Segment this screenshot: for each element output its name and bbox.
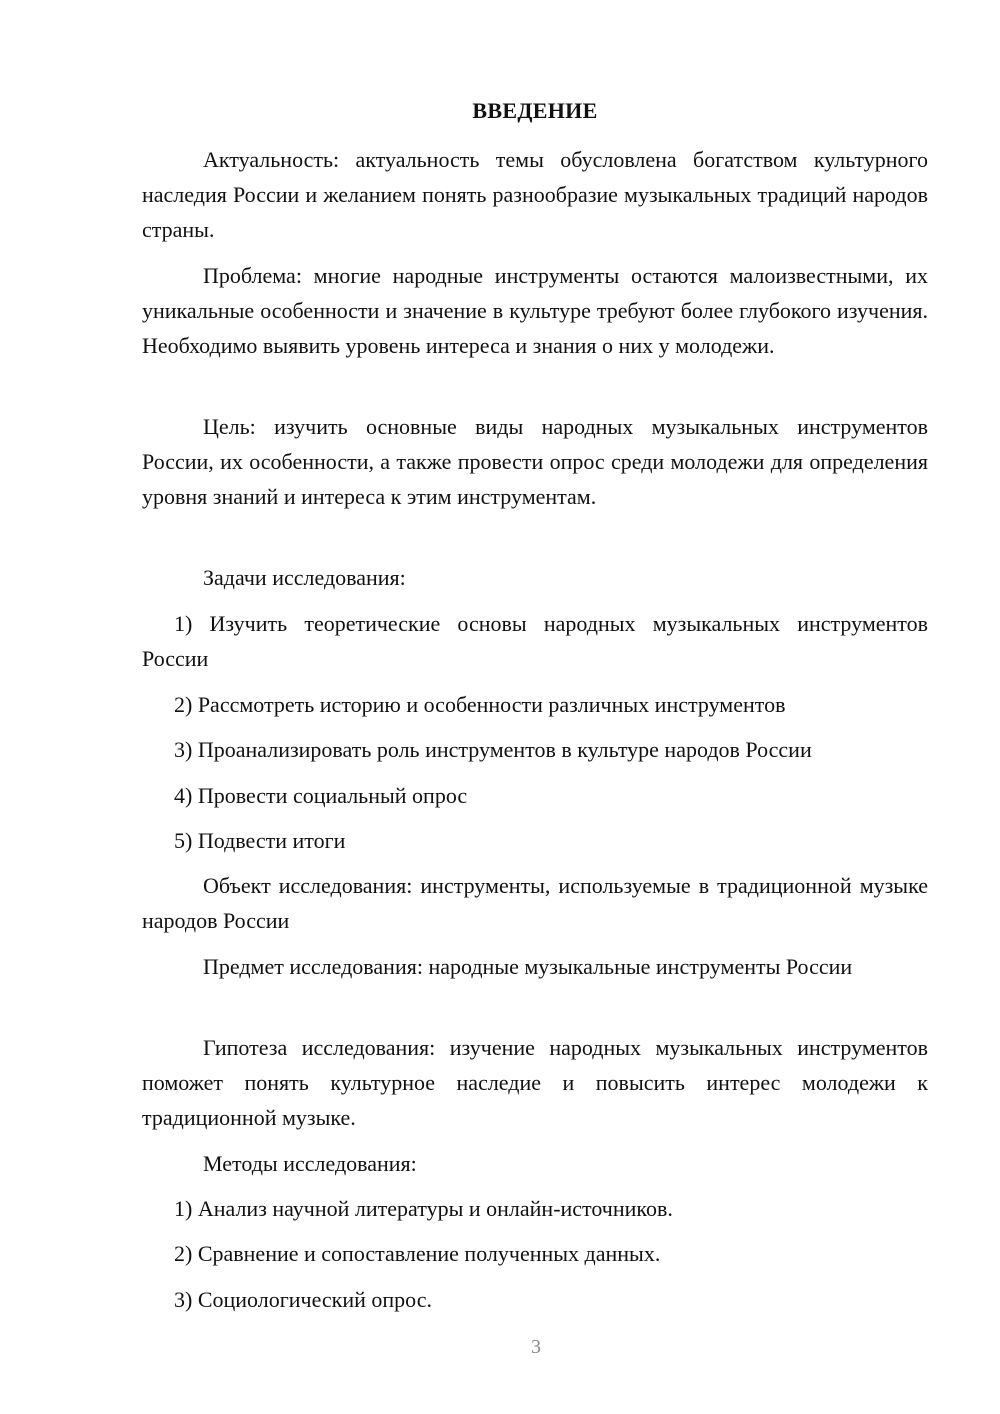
- goal-paragraph: Цель: изучить основные виды народных музыкальных инструментов России, их особенности, а также провести опрос среди молодежи для определения уровня знаний и интереса к этим инструментам.: [142, 414, 928, 509]
- method-item-3: 3) Социологический опрос.: [174, 1287, 432, 1312]
- task-item-2: 2) Рассмотреть историю и особенности различных инструментов: [174, 692, 786, 717]
- page-title: ВВЕДЕНИЕ: [472, 98, 598, 123]
- task-item-5: 5) Подвести итоги: [174, 828, 346, 853]
- task-item-3: 3) Проанализировать роль инструментов в культуре народов России: [174, 737, 812, 762]
- method-item-1: 1) Анализ научной литературы и онлайн-источников.: [174, 1196, 673, 1221]
- tasks-title: Задачи исследования:: [203, 565, 406, 590]
- problem-paragraph: Проблема: многие народные инструменты остаются малоизвестными, их уникальные особенности и значение в культуре требуют более глубокого изучения. Необходимо выявить уровень интереса и знания о них у молодежи.: [142, 263, 928, 358]
- hypothesis-paragraph: Гипотеза исследования: изучение народных музыкальных инструментов поможет понять культурное наследие и повысить интерес молодежи к традиционной музыке.: [142, 1035, 928, 1130]
- methods-title: Методы исследования:: [203, 1151, 417, 1176]
- task-item-4: 4) Провести социальный опрос: [174, 783, 468, 808]
- object-paragraph: Объект исследования: инструменты, используемые в традиционной музыке народов России: [142, 873, 928, 933]
- task-item-1: 1) Изучить теоретические основы народных музыкальных инструментов России: [142, 611, 928, 671]
- method-item-2: 2) Сравнение и сопоставление полученных данных.: [174, 1241, 661, 1266]
- subject-paragraph: Предмет исследования: народные музыкальные инструменты России: [203, 954, 853, 979]
- page-number: 3: [531, 1336, 541, 1358]
- actuality-paragraph: Актуальность: актуальность темы обусловлена богатством культурного наследия России и желанием понять разнообразие музыкальных традиций народов страны.: [142, 147, 928, 242]
